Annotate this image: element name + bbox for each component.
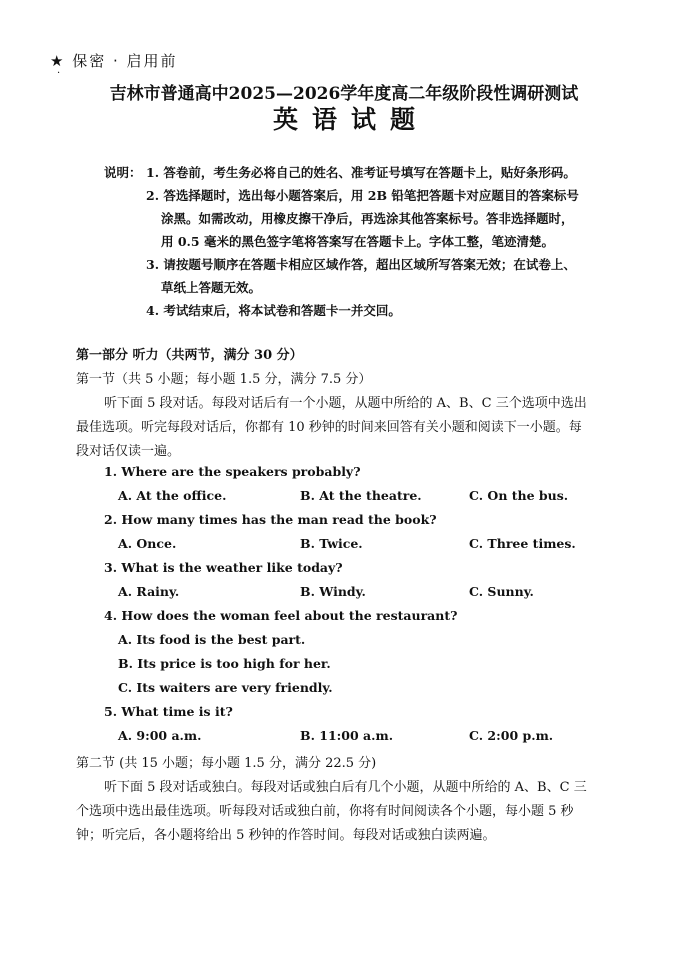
option-a: A. Once. [118,536,177,551]
option-b: B. At the theatre. [300,488,422,503]
option-b: B. Twice. [300,536,363,551]
question-stem: 4. How does the woman feel about the restaurant? [104,608,458,623]
option-c: C. Its waiters are very friendly. [118,680,333,695]
instruction-line: 1. 答卷前，考生务必将自己的姓名、准考证号填写在答题卡上，贴好条形码。 [146,165,576,180]
bullet-dot: · [57,68,61,79]
option-c: C. 2:00 p.m. [469,728,554,743]
section1-directions-line: 最佳选项。听完每段对话后，你都有 10 秒钟的时间来回答有关小题和阅读下一小题。每 [76,420,582,435]
option-a: A. At the office. [118,488,227,503]
option-c: C. Sunny. [469,584,534,599]
instruction-line: 用 0.5 毫米的黑色签字笔将答案写在答题卡上。字体工整，笔迹清楚。 [161,234,554,249]
instruction-line: 4. 考试结束后，将本试卷和答题卡一并交回。 [146,303,401,318]
section2-heading: 第二节 (共 15 小题；每小题 1.5 分，满分 22.5 分) [76,756,377,771]
option-a: A. Rainy. [118,584,180,599]
section2-directions-line: 个选项中选出最佳选项。听每段对话或独白前，你将有时间阅读各个小题，每小题 5 秒 [76,804,574,819]
question-stem: 1. Where are the speakers probably? [104,464,361,479]
instruction-line: 3. 请按题号顺序在答题卡相应区域作答，超出区域所写答案无效；在试卷上、 [146,257,576,272]
option-b: B. 11:00 a.m. [300,728,394,743]
option-b: B. Its price is too high for her. [118,656,331,671]
instruction-line: 涂黑。如需改动，用橡皮擦干净后，再选涂其他答案标号。答非选择题时， [161,211,574,226]
section2-directions-line: 钟；听完后，各小题将给出 5 秒钟的作答时间。每段对话或独白读两遍。 [76,828,496,843]
option-a: A. Its food is the best part. [118,632,306,647]
option-a: A. 9:00 a.m. [118,728,202,743]
part1-heading: 第一部分 听力（共两节，满分 30 分） [76,348,303,363]
instruction-line: 2. 答选择题时，选出每小题答案后，用 2B 铅笔把答题卡对应题目的答案标号 [146,188,579,203]
option-c: C. Three times. [469,536,576,551]
question-stem: 5. What time is it? [104,704,233,719]
section2-directions-line: 听下面 5 段对话或独白。每段对话或独白后有几个小题，从题中所给的 A、B、C 三 [104,780,587,795]
confidential-label: ★ 保密 · 启用前 [50,52,178,70]
subject-title: 英语试题 [272,105,429,134]
section1-directions-line: 段对话仅读一遍。 [76,444,181,459]
option-c: C. On the bus. [469,488,569,503]
section1-directions-line: 听下面 5 段对话。每段对话后有一个小题，从题中所给的 A、B、C 三个选项中选出 [104,396,587,411]
section1-heading: 第一节（共 5 小题；每小题 1.5 分，满分 7.5 分） [76,372,372,387]
option-b: B. Windy. [300,584,366,599]
question-stem: 2. How many times has the man read the book? [104,512,437,527]
instructions-label: 说明： [104,165,142,180]
question-stem: 3. What is the weather like today? [104,560,343,575]
exam-title: 吉林市普通高中2025—2026学年度高二年级阶段性调研测试 [109,84,579,104]
instruction-line: 草纸上答题无效。 [161,280,262,295]
